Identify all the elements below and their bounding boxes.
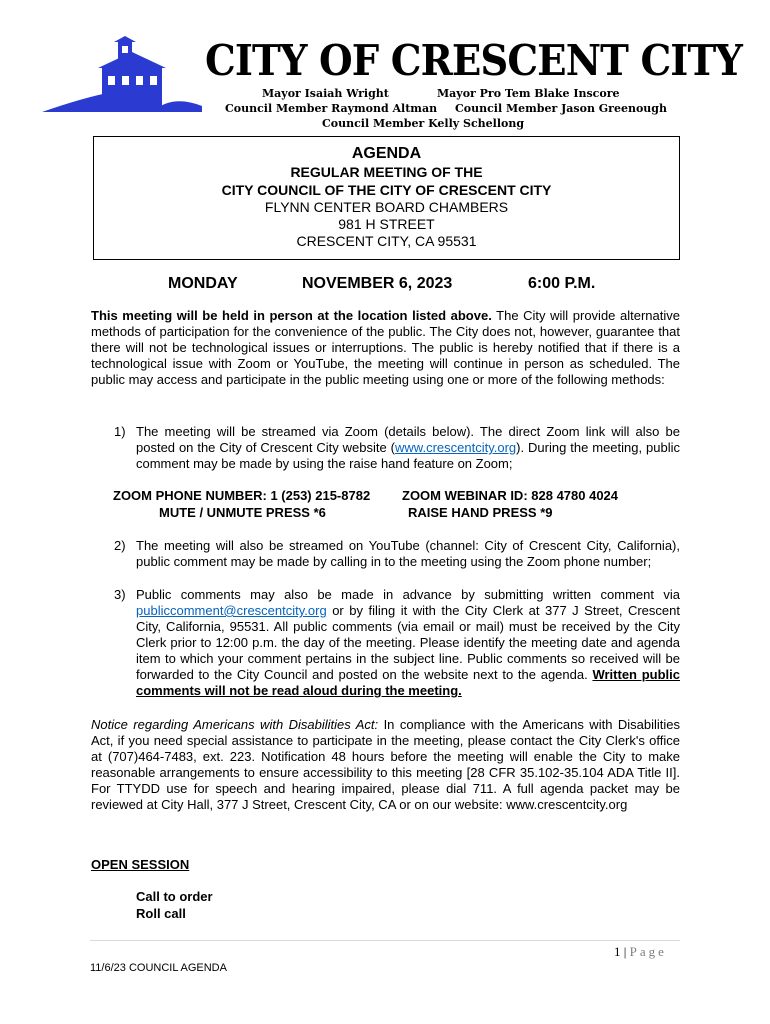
lighthouse-logo [42, 36, 202, 116]
agenda-box [93, 136, 680, 260]
zoom-raise-hand: RAISE HAND PRESS *9 [408, 505, 553, 520]
page-number-value: 1 [614, 944, 621, 959]
ada-italic: Notice regarding Americans with Disabilities Act: [91, 717, 379, 732]
call-to-order: Call to order [136, 889, 213, 904]
agenda-line4: 981 H STREET [338, 216, 435, 232]
written-comments-notice: Written public comments will not be read aloud during the meeting. [136, 667, 680, 698]
email-link[interactable]: publiccomment@crescentcity.org [136, 603, 327, 618]
zoom-mute: MUTE / UNMUTE PRESS *6 [159, 505, 326, 520]
item-text: The meeting will also be streamed on YouTube (channel: City of Crescent City, California), public comment may be made by calling in to the meeting using the Zoom phone number; [136, 538, 680, 569]
list-item [114, 424, 680, 472]
open-session-heading: OPEN SESSION [91, 857, 190, 872]
roll-call: Roll call [136, 906, 186, 921]
item-text: or by filing it with the City Clerk at 377 J Street, Crescent City, California, 95531. All public comments (via email or mail) must be received by the City Clerk prior to 12:00 p.m. the day of the meeting. Please identify the meeting date and agenda item to which your comment pertains in the subject line. Public comments so received will be forwarded to the City Council and posted on the website next to the agenda. [136, 603, 680, 682]
mayor-pro-tem-name: Mayor Pro Tem Blake Inscore [437, 87, 620, 100]
intro-bold: This meeting will be held in person at the location listed above. [91, 308, 492, 323]
agenda-line5: CRESCENT CITY, CA 95531 [296, 233, 477, 249]
page-number [614, 944, 667, 960]
footer-divider [90, 940, 680, 941]
agenda-line1: REGULAR MEETING OF THE [290, 164, 483, 180]
zoom-webinar-id: ZOOM WEBINAR ID: 828 4780 4024 [402, 488, 619, 503]
agenda-line2: CITY COUNCIL OF THE CITY OF CRESCENT CITY [221, 182, 552, 198]
intro-paragraph [91, 308, 680, 388]
agenda-heading: AGENDA [351, 145, 422, 162]
council-member-altman: Council Member Raymond Altman [225, 102, 438, 115]
page-separator: | [623, 944, 627, 959]
ada-notice [91, 717, 680, 813]
agenda-line3: FLYNN CENTER BOARD CHAMBERS [264, 199, 509, 215]
council-member-schellong: Council Member Kelly Schellong [322, 117, 525, 130]
meeting-date: NOVEMBER 6, 2023 [302, 275, 453, 292]
list-item [114, 538, 680, 570]
ada-text: In compliance with the Americans with Disabilities Act, if you need special assistance to participate in the meeting, please contact the City Clerk's office at (707)464-7483, ext. 223. Notification 48 hours before the meeting will enable the City to make reasonable arrangements to ensure accessibility to this meeting [28 CFR 35.102-35.104 ADA Title II]. For TTYDD use for speech and hearing impaired, please dial 711. A full agenda packet may be reviewed at City Hall, 377 J Street, Crescent City, CA or on our website: www.crescentcity.org [91, 717, 681, 812]
mayor-name: Mayor Isaiah Wright [262, 87, 389, 100]
item-text: Public comments may also be made in advance by submitting written comment via [136, 587, 680, 602]
item-text: ). During the meeting, public comment may be made by using the raise hand feature on Zoom; [136, 440, 680, 471]
list-item [114, 587, 680, 699]
council-member-greenough: Council Member Jason Greenough [455, 102, 667, 115]
intro-text: The City will provide alternative methods of participation for the convenience of the public. The City does not, however, guarantee that there will not be technological issues or interruptions. The public is hereby notified that if there is a technological issue with Zoom or YouTube, the meeting will continue in person as scheduled. The public may access and participate in the public meeting using one or more of the following methods: [91, 308, 680, 387]
item-text: The meeting will be streamed via Zoom (details below). The direct Zoom link will also be posted on the City of Crescent City website ( [136, 424, 680, 455]
meeting-time: 6:00 P.M. [528, 275, 596, 292]
item-number: 3) [114, 587, 126, 602]
zoom-phone: ZOOM PHONE NUMBER: 1 (253) 215-8782 [113, 488, 371, 503]
item-number: 1) [114, 424, 126, 439]
website-link[interactable]: www.crescentcity.org [395, 440, 517, 455]
page-word: Page [629, 944, 667, 959]
page-title: CITY OF CRESCENT CITY [205, 36, 742, 85]
item-number: 2) [114, 538, 126, 553]
meeting-day: MONDAY [168, 275, 238, 292]
footer-doc-title: 11/6/23 COUNCIL AGENDA [90, 962, 227, 974]
